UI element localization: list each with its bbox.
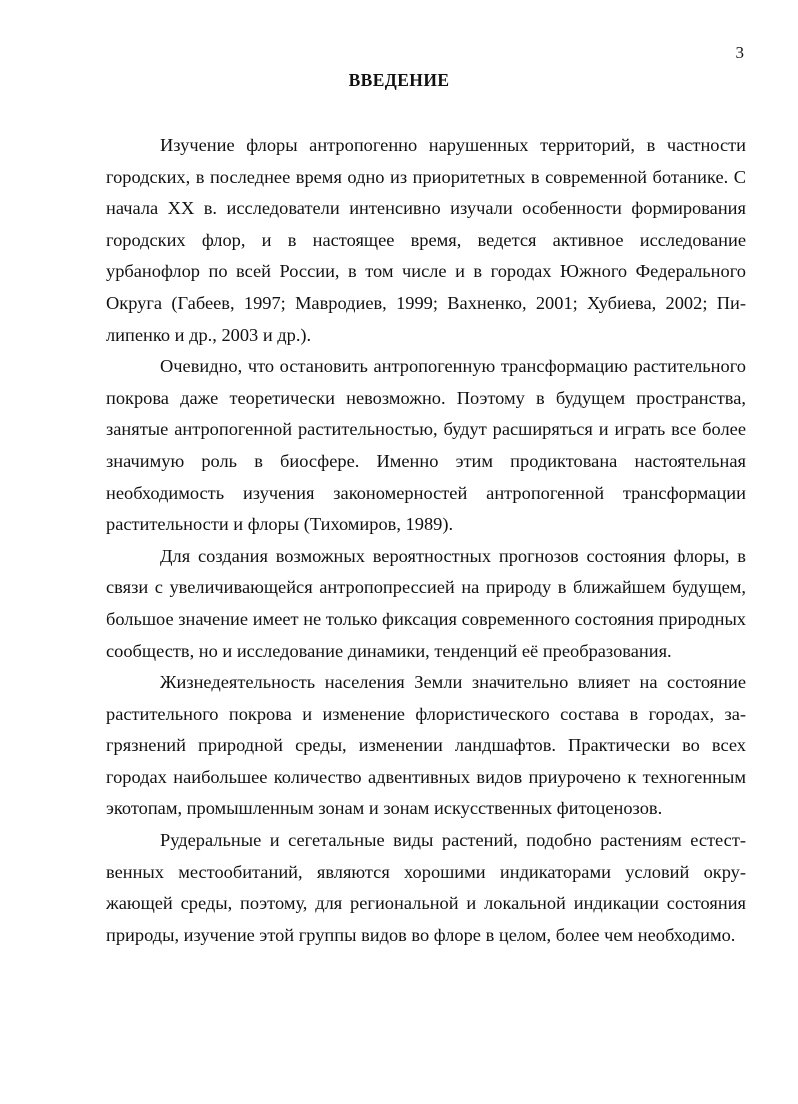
paragraph-1: Изучение флоры антропогенно нарушенных территорий, в частности городских, в последнее время одно из приоритетных в современной ботанике. С начала XX в. исследователи интенсивно изучали особенности формирования городских флор, и в настоящее время, ведется активное исследование урбанофлор по всей России, в том числе и в городах Южного Федерального Округа (Габеев, 1997; Мавродиев, 1999; Вахненко, 2001; Хубиева, 2002; Пилипенко и др., 2003 и др.). [106, 135, 746, 345]
paragraph-5: Рудеральные и сегетальные виды растений, подобно растениям естественных местообитаний, являются хорошими индикаторами условий окружающей среды, поэтому, для региональной и локальной индикации состояния природы, изучение этой группы видов во флоре в целом, более чем необходимо. [106, 830, 746, 945]
body-text [106, 130, 746, 951]
paragraph-4: Жизнедеятельность населения Земли значительно влияет на состояние растительного покрова и изменение флористического состава в городах, загрязнений природной среды, изменении ландшафтов. Практически во всех городах наибольшее количество адвентивных видов приурочено к техногенным экотопам, промышленным зонам и зонам искусственных фитоценозов. [106, 672, 746, 819]
paragraph-2: Очевидно, что остановить антропогенную трансформацию растительного покрова даже теоретически невозможно. Поэтому в будущем пространства, занятые антропогенной растительностью, будут расширяться и играть все более значимую роль в биосфере. Именно этим продиктована настоятельная необходимость изучения закономерностей антропогенной трансформации растительности и флоры (Тихомиров, 1989). [106, 356, 746, 535]
page-title: ВВЕДЕНИЕ [348, 70, 450, 90]
paragraph-3: Для создания возможных вероятностных прогнозов состояния флоры, в связи с увеличивающейся антропопрессией на природу в ближайшем будущем, большое значение имеет не только фиксация современного состояния природных сообществ, но и исследование динамики, тенденций её преобразования. [106, 545, 746, 661]
page-number: 3 [735, 43, 744, 62]
